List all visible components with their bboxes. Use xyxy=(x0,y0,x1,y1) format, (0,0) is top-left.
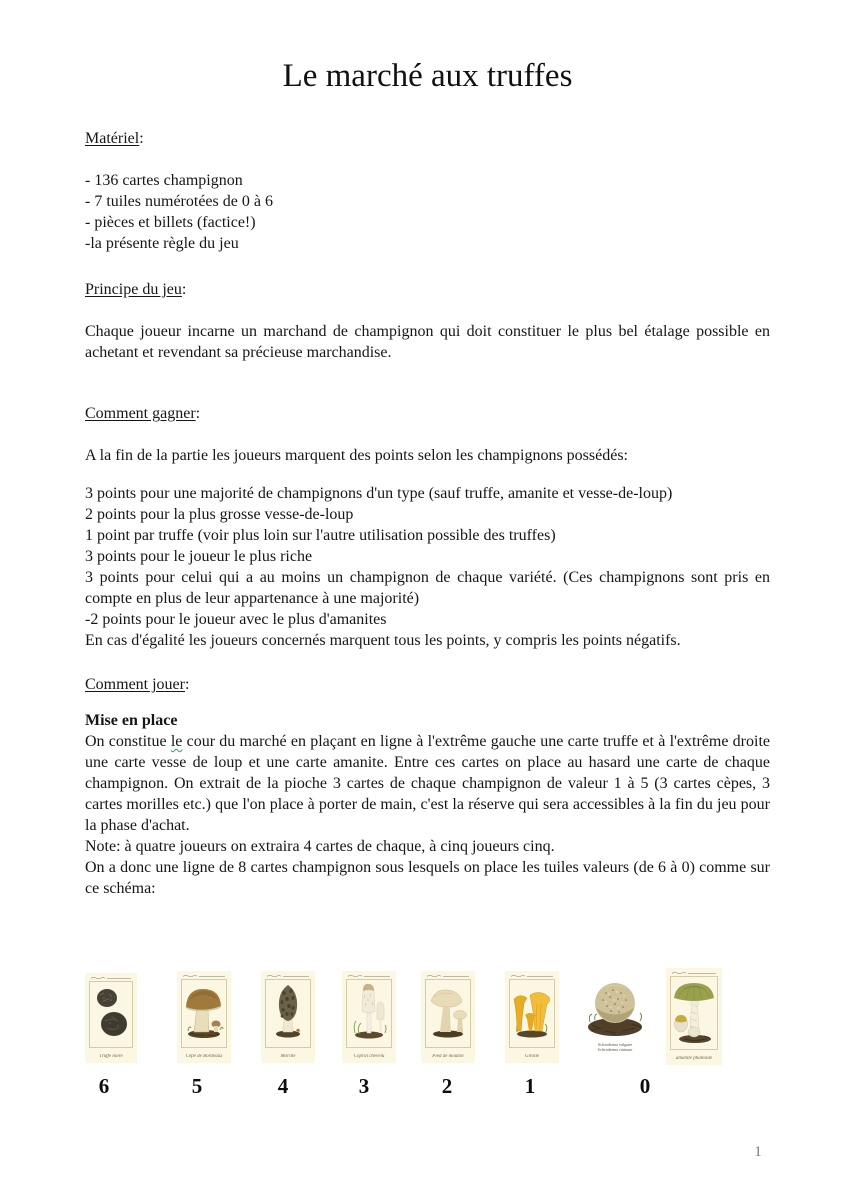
card-header-scribble xyxy=(266,974,310,978)
card-header-scribble xyxy=(90,976,132,980)
card-header-scribble xyxy=(182,974,226,978)
heading-jouer xyxy=(85,674,770,695)
heading-materiel-label: Matériel xyxy=(85,130,140,147)
card-caption-line: Scleroderma vulgaire xyxy=(597,1042,633,1047)
card-truffe-noire xyxy=(85,973,137,1063)
scoring-item: 2 points pour la plus grosse vesse-de-loup xyxy=(85,506,354,523)
heading-principe xyxy=(85,279,770,300)
heading-materiel-colon: : xyxy=(139,130,144,147)
card-illustration-coprin xyxy=(346,981,392,1039)
materiel-item: - pièces et billets (factice!) xyxy=(85,214,256,231)
scoring-item: En cas d'égalité les joueurs concernés marquent tous les points, y compris les points négatifs. xyxy=(85,632,681,649)
subheading-mise-en-place: Mise en place xyxy=(85,712,178,729)
setup-note: Note: à quatre joueurs on extraira 4 cartes de chaque, à cinq joueurs cinq. xyxy=(85,838,555,855)
card-cepe xyxy=(177,971,231,1063)
value-tile-3: 3 xyxy=(358,1074,370,1098)
card-illustration-pied-de-mouton xyxy=(425,981,471,1039)
materiel-item: - 136 cartes champignon xyxy=(85,172,243,189)
heading-gagner-label: Comment gagner xyxy=(85,405,196,422)
value-tile-6: 6 xyxy=(98,1074,110,1098)
card-caption: Coprin chevelu xyxy=(353,1054,385,1059)
scoring-item: 3 points pour le joueur le plus riche xyxy=(85,548,313,565)
heading-gagner xyxy=(85,403,770,424)
card-caption: amanite phalloïde xyxy=(675,1056,713,1061)
setup-line-paragraph: On a donc une ligne de 8 cartes champignon sous lesquels on place les tuiles valeurs (de 6 à 0) comme sur ce schéma: xyxy=(85,859,770,897)
page-title: Le marché aux truffes xyxy=(282,58,573,94)
heading-materiel xyxy=(85,128,770,149)
value-tile-0: 0 xyxy=(639,1074,651,1098)
spellcheck-marked-word: le xyxy=(170,733,183,750)
card-caption: Girolle xyxy=(524,1054,540,1059)
heading-gagner-colon: : xyxy=(195,405,201,422)
heading-principe-label: Principe du jeu xyxy=(85,281,182,298)
value-tile-4: 4 xyxy=(277,1074,289,1098)
setup-text-post: cour du marché en plaçant en ligne à l'extrême gauche une carte truffe et à l'extrême droite une carte vesse de loup et une carte amanite. Entre ces cartes on place au hasard une carte de chaque champignon. On extrait de la pioche 3 cartes de chaque champignon de valeur 1 à 5 (3 cartes cèpes, 3 cartes morilles etc.) que l'on place à porter de main, c'est la réserve qui sera accessibles à la fin du jeu pour la phase d'achat. xyxy=(85,733,770,834)
card-morille xyxy=(261,971,315,1063)
scoring-item: -2 points pour le joueur avec le plus d'amanites xyxy=(85,611,387,628)
materiel-item: -la présente règle du jeu xyxy=(85,235,239,252)
setup-text-pre: On constitue xyxy=(85,733,171,750)
card-illustration-amanite xyxy=(670,978,718,1044)
card-pied-de-mouton xyxy=(421,971,475,1063)
card-header-scribble xyxy=(426,974,470,978)
card-caption: Truffe noire xyxy=(99,1054,123,1059)
document-body xyxy=(85,128,770,899)
scoring-item: 3 points pour une majorité de champignons d'un type (sauf truffe, amanite et vesse-de-loup) xyxy=(85,485,673,502)
card-illustration-vesse-de-loup xyxy=(582,976,648,1038)
value-tile-5: 5 xyxy=(191,1074,203,1098)
card-caption: Cèpe de Bordeaux xyxy=(185,1054,223,1059)
gagner-intro: A la fin de la partie les joueurs marquent des points selon les champignons possédés: xyxy=(85,447,628,464)
card-header-scribble xyxy=(671,971,717,975)
card-caption-line: Scleroderma citrinum xyxy=(597,1047,633,1052)
principe-paragraph: Chaque joueur incarne un marchand de champignon qui doit constituer le plus bel étalage possible en achetant et revendant sa précieuse marchandise. xyxy=(85,323,770,361)
card-header-scribble xyxy=(510,974,554,978)
card-illustration-cepe xyxy=(181,981,227,1039)
heading-jouer-colon: : xyxy=(184,676,190,693)
card-illustration-girolle xyxy=(509,981,555,1039)
card-caption: Pied de mouton xyxy=(432,1054,464,1059)
heading-principe-colon: : xyxy=(181,281,187,298)
card-amanite xyxy=(666,968,722,1065)
card-illustration-morille xyxy=(265,981,311,1039)
materiel-item: - 7 tuiles numérotées de 0 à 6 xyxy=(85,193,273,210)
scoring-item: 3 points pour celui qui a au moins un champignon de chaque variété. (Ces champignons sont pris en compte en plus de leur appartenance à une majorité) xyxy=(85,569,770,607)
value-tile-2: 2 xyxy=(441,1074,453,1098)
value-tile-1: 1 xyxy=(524,1074,536,1098)
page-number: 1 xyxy=(754,1144,762,1160)
card-girolle xyxy=(505,971,559,1063)
heading-jouer-label: Comment jouer xyxy=(85,676,185,693)
card-vesse-de-loup xyxy=(582,976,648,1054)
scoring-item: 1 point par truffe (voir plus loin sur l'autre utilisation possible des truffes) xyxy=(85,527,556,544)
card-illustration-truffe xyxy=(89,983,133,1041)
scoring-list xyxy=(85,483,770,651)
card-caption: Morille xyxy=(280,1054,296,1059)
card-coprin xyxy=(342,971,396,1063)
card-caption xyxy=(582,1042,648,1052)
setup-paragraph xyxy=(85,731,770,836)
card-header-scribble xyxy=(347,974,391,978)
